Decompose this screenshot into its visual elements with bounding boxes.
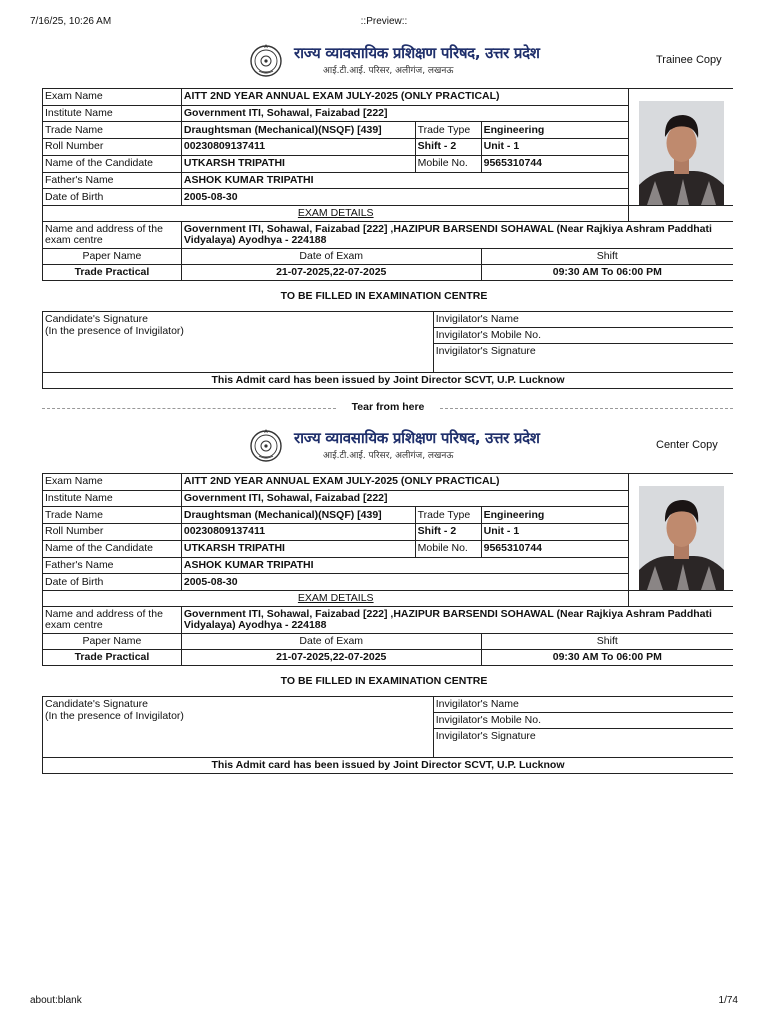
institute-name-label: Institute Name <box>43 490 182 507</box>
shift-header: Shift <box>481 634 733 650</box>
institute-name-label: Institute Name <box>43 105 182 122</box>
unit-value: Unit - 1 <box>481 139 629 156</box>
in-presence-label: (In the presence of Invigilator) <box>45 709 184 722</box>
roll-number-value: 00230809137411 <box>181 139 415 156</box>
table-row <box>43 249 734 265</box>
candidate-name-label: Name of the Candidate <box>43 155 182 172</box>
table-row <box>43 607 734 634</box>
trade-type-label: Trade Type <box>415 507 481 524</box>
fathers-name-label: Father's Name <box>43 557 182 574</box>
exam-centre-label: Name and address of the exam centre <box>43 607 182 634</box>
table-row <box>43 265 734 281</box>
trade-name-value: Draughtsman (Mechanical)(NSQF) [439] <box>181 507 415 524</box>
exam-name-label: Exam Name <box>43 474 182 491</box>
table-row <box>43 222 734 249</box>
print-url: about:blank <box>30 995 82 1006</box>
tear-dash-right <box>440 408 733 409</box>
date-of-exam-header: Date of Exam <box>181 249 481 265</box>
photo-cell <box>629 89 733 206</box>
trade-type-value: Engineering <box>481 122 629 139</box>
dob-label: Date of Birth <box>43 574 182 591</box>
exam-dates-value: 21-07-2025,22-07-2025 <box>181 650 481 666</box>
invigilator-name-field: Invigilator's Name <box>433 312 733 328</box>
roll-number-label: Roll Number <box>43 139 182 156</box>
candidate-signature-box <box>43 312 434 373</box>
tear-label: Tear from here <box>351 401 425 413</box>
mobile-label: Mobile No. <box>415 540 481 557</box>
dob-label: Date of Birth <box>43 189 182 206</box>
mobile-value: 9565310744 <box>481 155 629 172</box>
admit-card-trainee-copy <box>0 38 768 398</box>
org-name-hindi: राज्य व्यावसायिक प्रशिक्षण परिषद, उत्तर प्रदेश <box>294 429 540 447</box>
candidate-signature-label: Candidate's Signature <box>45 698 148 710</box>
shift-time-value: 09:30 AM To 06:00 PM <box>481 650 733 666</box>
dob-value: 2005-08-30 <box>181 574 629 591</box>
table-row <box>43 312 734 328</box>
candidate-signature-label: Candidate's Signature <box>45 313 148 325</box>
exam-name-value: AITT 2ND YEAR ANNUAL EXAM JULY-2025 (ONLY PRACTICAL) <box>181 474 629 491</box>
paper-name-header: Paper Name <box>43 634 182 650</box>
org-address-hindi: आई.टी.आई. परिसर, अलीगंज, लखनऊ <box>323 451 454 461</box>
signature-table <box>42 696 733 774</box>
table-row <box>43 206 734 222</box>
org-name-hindi: राज्य व्यावसायिक प्रशिक्षण परिषद, उत्तर प्रदेश <box>294 44 540 62</box>
table-row <box>43 650 734 666</box>
fathers-name-value: ASHOK KUMAR TRIPATHI <box>181 557 629 574</box>
candidate-photo <box>639 486 724 590</box>
scvt-emblem-icon <box>248 42 284 78</box>
exam-centre-value: Government ITI, Sohawal, Faizabad [222] ,HAZIPUR BARSENDI SOHAWAL (Near Rajkiya Ashram Paddhati Vidyalaya) Ayodhya - 224188 <box>181 222 733 249</box>
issued-by-note: This Admit card has been issued by Joint Director SCVT, U.P. Lucknow <box>43 758 734 774</box>
exam-details-heading: EXAM DETAILS <box>43 206 629 222</box>
candidate-photo <box>639 101 724 205</box>
candidate-details-table <box>42 473 733 666</box>
paper-name-header: Paper Name <box>43 249 182 265</box>
shift-number-value: Shift - 2 <box>415 139 481 156</box>
table-row <box>43 474 734 491</box>
photo-cell <box>629 474 733 591</box>
dob-value: 2005-08-30 <box>181 189 629 206</box>
copy-label: Trainee Copy <box>656 54 722 66</box>
institute-name-value: Government ITI, Sohawal, Faizabad [222] <box>181 105 629 122</box>
table-row <box>43 591 734 607</box>
print-timestamp: 7/16/25, 10:26 AM <box>30 16 112 27</box>
invigilator-mobile-field: Invigilator's Mobile No. <box>433 328 733 344</box>
trade-name-label: Trade Name <box>43 122 182 139</box>
invigilator-name-field: Invigilator's Name <box>433 697 733 713</box>
unit-value: Unit - 1 <box>481 524 629 541</box>
invigilator-signature-field: Invigilator's Signature <box>433 344 733 373</box>
table-row <box>43 373 734 389</box>
fathers-name-value: ASHOK KUMAR TRIPATHI <box>181 172 629 189</box>
table-row <box>43 758 734 774</box>
exam-name-value: AITT 2ND YEAR ANNUAL EXAM JULY-2025 (ONLY PRACTICAL) <box>181 89 629 106</box>
invigilator-signature-field: Invigilator's Signature <box>433 729 733 758</box>
roll-number-value: 00230809137411 <box>181 524 415 541</box>
exam-centre-label: Name and address of the exam centre <box>43 222 182 249</box>
fathers-name-label: Father's Name <box>43 172 182 189</box>
institute-name-value: Government ITI, Sohawal, Faizabad [222] <box>181 490 629 507</box>
candidate-details-table <box>42 88 733 281</box>
tear-dash-left <box>42 408 336 409</box>
mobile-label: Mobile No. <box>415 155 481 172</box>
in-presence-label: (In the presence of Invigilator) <box>45 324 184 337</box>
issued-by-note: This Admit card has been issued by Joint Director SCVT, U.P. Lucknow <box>43 373 734 389</box>
candidate-name-label: Name of the Candidate <box>43 540 182 557</box>
shift-header: Shift <box>481 249 733 265</box>
exam-centre-value: Government ITI, Sohawal, Faizabad [222] ,HAZIPUR BARSENDI SOHAWAL (Near Rajkiya Ashram Paddhati Vidyalaya) Ayodhya - 224188 <box>181 607 733 634</box>
candidate-name-value: UTKARSH TRIPATHI <box>181 155 415 172</box>
table-row <box>43 634 734 650</box>
signature-table <box>42 311 733 389</box>
candidate-signature-box <box>43 697 434 758</box>
trade-type-value: Engineering <box>481 507 629 524</box>
table-row <box>43 697 734 713</box>
fill-in-centre-heading: TO BE FILLED IN EXAMINATION CENTRE <box>280 290 488 302</box>
paper-name-value: Trade Practical <box>43 650 182 666</box>
trade-type-label: Trade Type <box>415 122 481 139</box>
date-of-exam-header: Date of Exam <box>181 634 481 650</box>
exam-dates-value: 21-07-2025,22-07-2025 <box>181 265 481 281</box>
mobile-value: 9565310744 <box>481 540 629 557</box>
trade-name-value: Draughtsman (Mechanical)(NSQF) [439] <box>181 122 415 139</box>
invigilator-mobile-field: Invigilator's Mobile No. <box>433 713 733 729</box>
shift-time-value: 09:30 AM To 06:00 PM <box>481 265 733 281</box>
candidate-name-value: UTKARSH TRIPATHI <box>181 540 415 557</box>
copy-label: Center Copy <box>656 439 718 451</box>
shift-number-value: Shift - 2 <box>415 524 481 541</box>
org-address-hindi: आई.टी.आई. परिसर, अलीगंज, लखनऊ <box>323 66 454 76</box>
exam-details-heading: EXAM DETAILS <box>43 591 629 607</box>
print-page-number: 1/74 <box>718 995 738 1006</box>
admit-card-center-copy <box>0 423 768 783</box>
tear-line <box>42 401 733 415</box>
fill-in-centre-heading: TO BE FILLED IN EXAMINATION CENTRE <box>280 675 488 687</box>
paper-name-value: Trade Practical <box>43 265 182 281</box>
scvt-emblem-icon <box>248 427 284 463</box>
exam-name-label: Exam Name <box>43 89 182 106</box>
table-row <box>43 89 734 106</box>
print-page-title: ::Preview:: <box>360 16 408 27</box>
roll-number-label: Roll Number <box>43 524 182 541</box>
trade-name-label: Trade Name <box>43 507 182 524</box>
